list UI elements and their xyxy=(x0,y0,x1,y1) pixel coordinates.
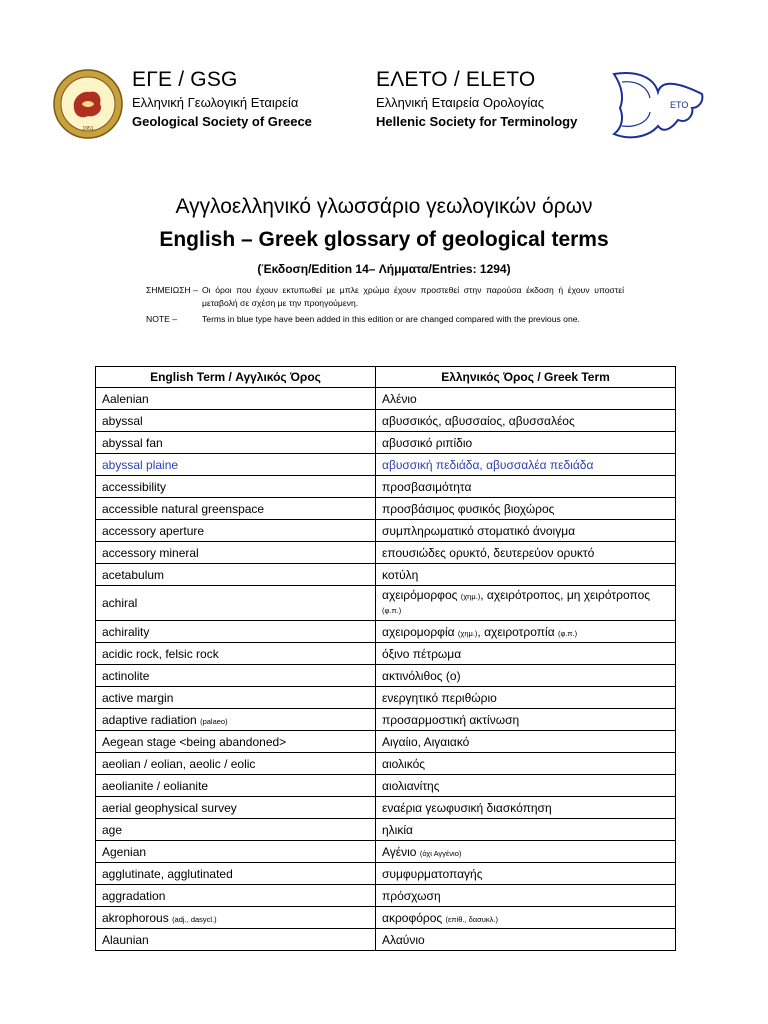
greek-term-tag: (φ.π.) xyxy=(382,606,402,615)
english-term-cell xyxy=(96,643,376,665)
greek-term-cell xyxy=(376,410,676,432)
english-term: active margin xyxy=(102,690,174,705)
greek-term: αιολικός xyxy=(382,756,426,771)
greek-term: επουσιώδες ορυκτό, δευτερεύον ορυκτό xyxy=(382,545,595,560)
table-row xyxy=(96,388,676,410)
greek-term-tag: (χημ.) xyxy=(457,628,478,638)
english-term: aggradation xyxy=(102,888,166,903)
gsg-header xyxy=(132,66,312,131)
greek-term-cell xyxy=(376,643,676,665)
english-term-cell xyxy=(96,907,376,929)
table-row xyxy=(96,542,676,564)
english-term-cell xyxy=(96,498,376,520)
greek-term-cell xyxy=(376,498,676,520)
english-term-cell xyxy=(96,841,376,863)
greek-term: πρόσχωση xyxy=(382,888,441,903)
english-term-cell xyxy=(96,432,376,454)
english-term-cell xyxy=(96,709,376,731)
gsg-greek-name: Ελληνική Γεωλογική Εταιρεία xyxy=(132,95,299,110)
greek-term: Αιγαίιο, Αιγαιακό xyxy=(382,734,470,749)
greek-term-cell xyxy=(376,863,676,885)
note-greek xyxy=(146,284,624,310)
english-term-cell xyxy=(96,753,376,775)
table-body xyxy=(96,388,676,951)
table-row xyxy=(96,731,676,753)
table-row xyxy=(96,885,676,907)
greek-term-tag: (φ.π.) xyxy=(557,628,578,638)
english-term-cell xyxy=(96,621,376,643)
english-term-cell xyxy=(96,520,376,542)
english-term-cell xyxy=(96,564,376,586)
table-row xyxy=(96,564,676,586)
english-term-cell xyxy=(96,819,376,841)
greek-term: αχειρόμορφος xyxy=(382,588,458,602)
greek-term-cell xyxy=(376,819,676,841)
english-term: accessory aperture xyxy=(102,523,205,538)
greek-term: προσβασιμότητα xyxy=(382,479,472,494)
english-term-cell xyxy=(96,542,376,564)
table-row xyxy=(96,775,676,797)
note-english-label: NOTE – xyxy=(146,314,178,324)
greek-term: συμπληρωματικό στοματικό άνοιγμα xyxy=(382,523,576,538)
table-row xyxy=(96,841,676,863)
english-term: accessory mineral xyxy=(102,545,199,560)
table-row xyxy=(96,709,676,731)
english-term: Agenian xyxy=(102,844,147,859)
greek-term-cell xyxy=(376,454,676,476)
english-term-cell xyxy=(96,885,376,907)
table-row xyxy=(96,520,676,542)
eleto-greek-name: Ελληνική Εταιρεία Ορολογίας xyxy=(376,95,545,110)
note-english xyxy=(146,313,624,326)
greek-term-cell xyxy=(376,709,676,731)
english-term-cell xyxy=(96,476,376,498)
greek-term: αχειρομορφία xyxy=(382,624,455,639)
gsg-title: ΕΓΕ / GSG xyxy=(132,68,238,91)
greek-term: συμφυρματοπαγής xyxy=(382,866,483,881)
english-term-cell xyxy=(96,929,376,951)
gsg-english-name: Geological Society of Greece xyxy=(132,114,312,129)
svg-text:1951: 1951 xyxy=(82,126,94,132)
english-term-cell xyxy=(96,388,376,410)
table-row xyxy=(96,687,676,709)
english-term: agglutinate, agglutinated xyxy=(102,866,233,881)
table-row xyxy=(96,454,676,476)
english-term: abyssal xyxy=(102,413,143,428)
note-greek-label: ΣΗΜΕΙΩΣΗ – xyxy=(146,285,198,295)
greek-term: ακτινόλιθος (ο) xyxy=(382,668,461,683)
greek-term: ακροφόρος xyxy=(382,910,443,925)
english-term: Alaunian xyxy=(102,932,149,947)
english-term-cell xyxy=(96,687,376,709)
table-row xyxy=(96,410,676,432)
english-term: accessibility xyxy=(102,479,167,494)
english-term: aeolianite / eolianite xyxy=(102,778,209,793)
english-term-cell xyxy=(96,586,376,621)
english-term-tag: (adj., dasycl.) xyxy=(172,914,217,924)
greek-term-cell xyxy=(376,797,676,819)
greek-term-cell xyxy=(376,907,676,929)
table-row xyxy=(96,907,676,929)
gsg-logo-icon xyxy=(52,68,124,140)
greek-term-cell xyxy=(376,841,676,863)
greek-term: Αλένιο xyxy=(382,391,417,406)
table-row xyxy=(96,476,676,498)
english-term-cell xyxy=(96,863,376,885)
title-english: English – Greek glossary of geological terms xyxy=(159,228,609,251)
header-greek-term: Ελληνικός Όρος / Greek Term xyxy=(376,367,676,388)
english-term: aeolian / eolian, aeolic / eolic xyxy=(102,756,256,771)
english-term-cell xyxy=(96,665,376,687)
greek-term-tag: (χημ.) xyxy=(460,592,481,601)
greek-term-cell xyxy=(376,621,676,643)
english-term: age xyxy=(102,822,123,837)
english-term-tag: (palaeo) xyxy=(200,716,228,726)
greek-term: ενεργητικό περιθώριο xyxy=(382,690,497,705)
greek-term-cell xyxy=(376,731,676,753)
english-term: achiral xyxy=(102,595,138,610)
table-header-row xyxy=(96,367,676,388)
table-row xyxy=(96,753,676,775)
english-term-cell xyxy=(96,775,376,797)
greek-term-cell xyxy=(376,520,676,542)
greek-term: αβυσσική πεδιάδα, αβυσσαλέα πεδιάδα xyxy=(382,457,594,472)
english-term-cell xyxy=(96,797,376,819)
table-row xyxy=(96,432,676,454)
greek-term-tag: (επίθ., δασυκλ.) xyxy=(445,914,498,924)
greek-term: προσβάσιμος φυσικός βιοχώρος xyxy=(382,501,555,516)
english-term: adaptive radiation xyxy=(102,712,197,727)
english-term: accessible natural greenspace xyxy=(102,501,265,516)
greek-term: Αλαύνιο xyxy=(382,932,425,947)
title-greek: Αγγλοελληνικό γλωσσάριο γεωλογικών όρων xyxy=(175,195,593,218)
english-term: actinolite xyxy=(102,668,150,683)
greek-term-cell xyxy=(376,665,676,687)
table-row xyxy=(96,863,676,885)
table-row xyxy=(96,643,676,665)
table-row xyxy=(96,621,676,643)
english-term: akrophorous xyxy=(102,910,169,925)
english-term: acetabulum xyxy=(102,567,165,582)
greek-term: κοτύλη xyxy=(382,567,419,582)
english-term: acidic rock, felsic rock xyxy=(102,646,219,661)
greek-term-cell xyxy=(376,775,676,797)
english-term: achirality xyxy=(102,624,150,639)
greek-term-cell xyxy=(376,753,676,775)
greek-term: εναέρια γεωφυσική διασκόπηση xyxy=(382,800,552,815)
greek-term-cell xyxy=(376,476,676,498)
eleto-header xyxy=(376,66,577,131)
english-term-cell xyxy=(96,410,376,432)
greek-term-tag: (όχι Αγγένιο) xyxy=(419,848,462,858)
greek-term-cell xyxy=(376,586,676,621)
greek-term: Αγένιο xyxy=(382,844,417,859)
greek-term: αβυσσικός, αβυσσαίος, αβυσσαλέος xyxy=(382,413,575,428)
note-english-text: Terms in blue type have been added in this edition or are changed compared with the previous one. xyxy=(202,314,580,324)
english-term: Aegean stage <being abandoned> xyxy=(102,734,287,749)
greek-term: ηλικία xyxy=(382,822,413,837)
greek-term-cell xyxy=(376,542,676,564)
eleto-logo-icon xyxy=(608,68,708,142)
greek-term-cell xyxy=(376,388,676,410)
table-row xyxy=(96,586,676,621)
table-row xyxy=(96,498,676,520)
english-term: Aalenian xyxy=(102,391,149,406)
greek-term-continuation: , αχειρότροπος, μη χειρότροπος xyxy=(480,588,651,602)
greek-term-cell xyxy=(376,564,676,586)
english-term: abyssal fan xyxy=(102,435,163,450)
edition-info: (Έκδοση/Edition 14– Λήμματα/Entries: 1294) xyxy=(257,262,511,276)
english-term-cell xyxy=(96,454,376,476)
greek-term: αβυσσικό ριπίδιο xyxy=(382,435,473,450)
greek-term-cell xyxy=(376,432,676,454)
eleto-title: ΕΛΕΤΟ / ELETO xyxy=(376,68,536,91)
table-row xyxy=(96,819,676,841)
eleto-english-name: Hellenic Society for Terminology xyxy=(376,114,578,129)
svg-text:ΕΤΟ: ΕΤΟ xyxy=(670,100,689,110)
english-term-cell xyxy=(96,731,376,753)
table-row xyxy=(96,665,676,687)
note-greek-text: Οι όροι που έχουν εκτυπωθεί με μπλε χρώμα έχουν προστεθεί στην παρούσα έκδοση ή έχουν υποστεί μεταβολή σε σχέση με την προηγούμενη. xyxy=(202,285,624,308)
english-term: abyssal plaine xyxy=(102,457,179,472)
english-term: aerial geophysical survey xyxy=(102,800,237,815)
greek-term-continuation: , αχειροτροπία xyxy=(477,624,555,639)
header-english-term: English Term / Αγγλικός Όρος xyxy=(96,367,376,388)
table-row xyxy=(96,797,676,819)
table-row xyxy=(96,929,676,951)
glossary-table xyxy=(95,366,676,951)
greek-term-cell xyxy=(376,687,676,709)
greek-term: όξινο πέτρωμα xyxy=(382,646,462,661)
greek-term: προσαρμοστική ακτίνωση xyxy=(382,712,520,727)
greek-term-cell xyxy=(376,885,676,907)
greek-term: αιολιανίτης xyxy=(382,778,440,793)
greek-term-cell xyxy=(376,929,676,951)
